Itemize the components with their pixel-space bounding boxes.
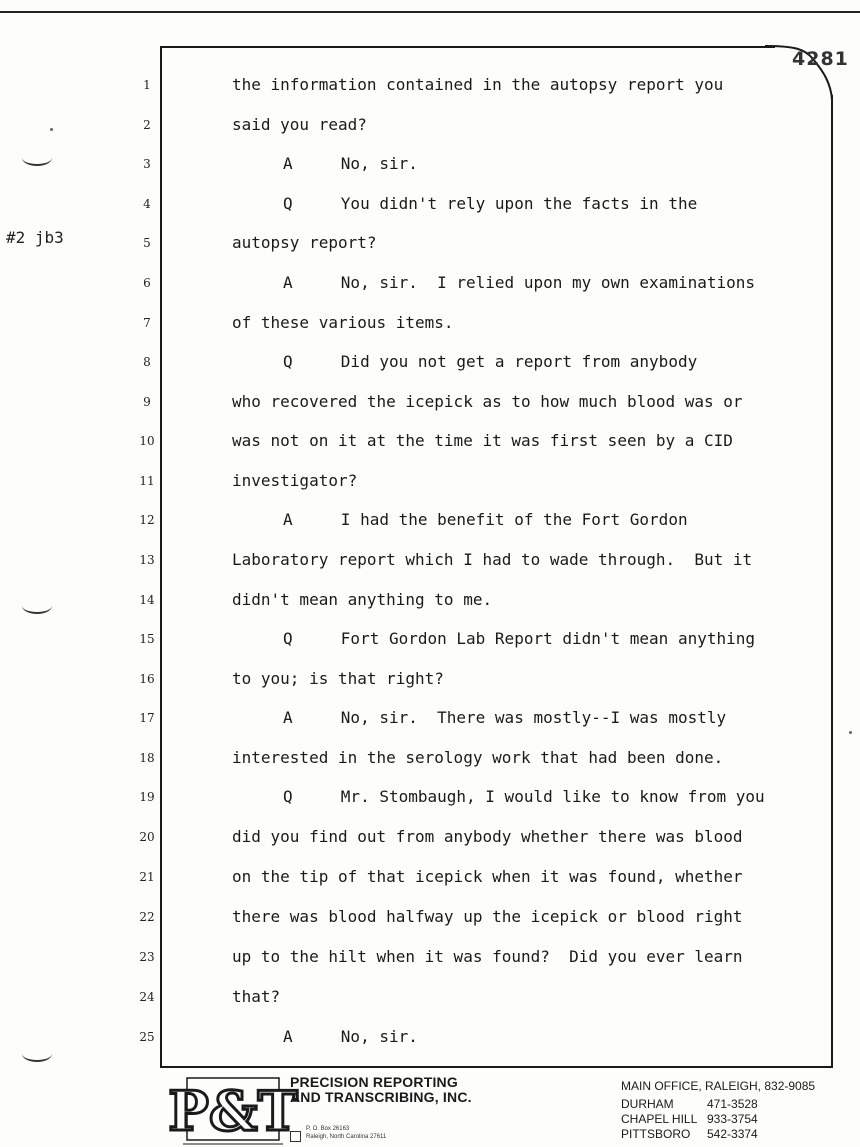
- page-frame-bottom: [160, 1066, 833, 1068]
- hole-punch-mark: [22, 150, 52, 166]
- transcript-line: A No, sir. There was mostly--I was mostly: [283, 708, 727, 727]
- page-frame-top: [160, 46, 775, 48]
- line-number: 22: [139, 910, 155, 924]
- line-number: 21: [139, 870, 155, 884]
- line-number: 1: [143, 78, 151, 92]
- page-frame-right: [831, 95, 833, 1067]
- transcript-line: there was blood halfway up the icepick or blood right: [232, 907, 743, 926]
- company-logo: [168, 1074, 298, 1146]
- transcript-line: investigator?: [232, 471, 358, 490]
- line-number: 20: [139, 830, 155, 844]
- line-number: 5: [143, 236, 151, 250]
- line-number: 15: [139, 632, 155, 646]
- line-number: 16: [139, 672, 155, 686]
- page-frame-left: [160, 47, 162, 1067]
- transcript-line: A No, sir.: [283, 154, 418, 173]
- line-number: 2: [143, 118, 151, 132]
- transcript-line: up to the hilt when it was found? Did you ever learn: [232, 947, 743, 966]
- transcript-line: A I had the benefit of the Fort Gordon: [283, 510, 688, 529]
- line-number: 3: [143, 157, 151, 171]
- margin-note: #2 jb3: [6, 228, 64, 247]
- transcript-line: to you; is that right?: [232, 669, 444, 688]
- firm-address-line2: Raleigh, North Carolina 27611: [306, 1134, 387, 1140]
- office-phone: 542-3374: [707, 1127, 758, 1141]
- transcript-line: A No, sir. I relied upon my own examinations: [283, 273, 756, 292]
- firm-name-line1: PRECISION REPORTING: [290, 1074, 458, 1090]
- transcript-line: who recovered the icepick as to how much blood was or: [232, 392, 743, 411]
- hole-punch-mark: [22, 598, 52, 614]
- transcript-line: Q Mr. Stombaugh, I would like to know from you: [283, 787, 765, 806]
- transcript-line: interested in the serology work that had been done.: [232, 748, 724, 767]
- office-city: PITTSBORO: [621, 1127, 691, 1141]
- logo-text: P&T: [168, 1079, 298, 1143]
- firm-address-line1: P. O. Box 26163: [306, 1126, 350, 1132]
- office-phone: 471-3528: [707, 1097, 758, 1111]
- specks: [50, 128, 53, 131]
- line-number: 11: [139, 474, 155, 488]
- line-number: 25: [139, 1030, 155, 1044]
- transcript-line: didn't mean anything to me.: [232, 590, 493, 609]
- office-phone: 933-3754: [707, 1112, 758, 1126]
- transcript-line: said you read?: [232, 115, 367, 134]
- line-number: 6: [143, 276, 151, 290]
- line-number: 7: [143, 316, 151, 330]
- top-rule: [0, 11, 860, 13]
- transcript-line: Q Fort Gordon Lab Report didn't mean anything: [283, 629, 756, 648]
- transcript-line: of these various items.: [232, 313, 454, 332]
- line-number: 9: [143, 395, 151, 409]
- line-number: 18: [139, 751, 155, 765]
- transcript-line: Q You didn't rely upon the facts in the: [283, 194, 698, 213]
- line-number: 12: [139, 513, 155, 527]
- transcript-line: Laboratory report which I had to wade through. But it: [232, 550, 753, 569]
- square-mark-icon: [290, 1131, 301, 1142]
- transcript-line: on the tip of that icepick when it was found, whether: [232, 867, 743, 886]
- page-number: 4281: [792, 48, 849, 70]
- office-city: DURHAM: [621, 1097, 674, 1111]
- line-number: 8: [143, 355, 151, 369]
- specks: [849, 731, 852, 734]
- transcript-line: did you find out from anybody whether there was blood: [232, 827, 743, 846]
- transcript-line: that?: [232, 987, 281, 1006]
- line-number: 17: [139, 711, 155, 725]
- transcript-line: Q Did you not get a report from anybody: [283, 352, 698, 371]
- transcript-line: was not on it at the time it was first seen by a CID: [232, 431, 733, 450]
- hole-punch-mark: [22, 1046, 52, 1062]
- transcript-line: the information contained in the autopsy report you: [232, 75, 724, 94]
- line-number: 23: [139, 950, 155, 964]
- main-office: MAIN OFFICE, RALEIGH, 832-9085: [621, 1079, 816, 1093]
- line-number: 4: [143, 197, 151, 211]
- office-city: CHAPEL HILL: [621, 1112, 698, 1126]
- line-number: 10: [139, 434, 155, 448]
- line-number: 13: [139, 553, 155, 567]
- firm-name-line2: AND TRANSCRIBING, INC.: [290, 1089, 472, 1105]
- transcript-line: A No, sir.: [283, 1027, 418, 1046]
- line-number: 24: [139, 990, 155, 1004]
- transcript-line: autopsy report?: [232, 233, 377, 252]
- line-number: 19: [139, 790, 155, 804]
- line-number: 14: [139, 593, 155, 607]
